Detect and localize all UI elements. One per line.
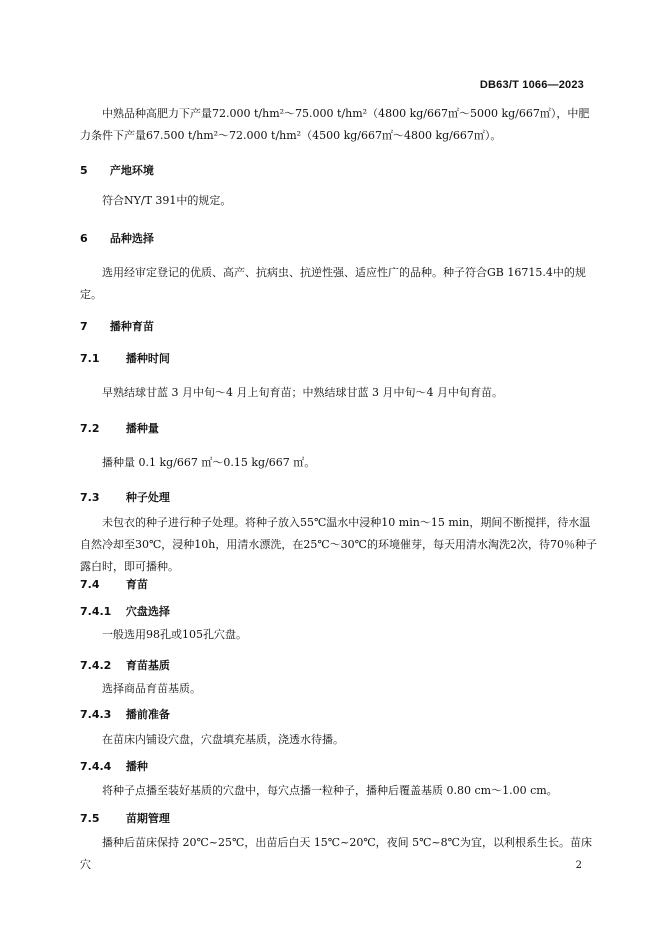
section-title: 播前准备 — [125, 708, 170, 721]
section-title: 苗期管理 — [125, 812, 170, 825]
section-title: 育苗基质 — [125, 659, 170, 672]
paragraph-tray: 一般选用98孔或105孔穴盘。 — [102, 628, 247, 641]
section-title: 播种时间 — [125, 352, 170, 365]
section-number: 7 — [80, 320, 88, 333]
doc-id-header: DB63/T 1066—2023 — [479, 79, 584, 91]
section-heading-7-2 — [80, 420, 159, 436]
section-number: 7.1 — [80, 352, 100, 365]
section-title: 播种育苗 — [109, 320, 154, 333]
paragraph-yield: 中熟品种高肥力下产量72.000 t/hm²～75.000 t/hm²（4800 kg/667㎡～5000 kg/667㎡），中肥力条件下产量67.500 t/hm²～72.000 t/hm²（4500 kg/667㎡～4800 kg/667㎡）。 — [80, 107, 590, 142]
paragraph-seedling-management: 播种后苗床保持 20℃~25℃，出苗后白天 15℃~20℃，夜间 5℃~8℃为宜，以利根系生长。苗床穴 — [80, 836, 592, 871]
paragraph-sowing-amount: 播种量 0.1 kg/667 ㎡～0.15 kg/667 ㎡。 — [102, 456, 316, 469]
section-number: 7.4.3 — [80, 708, 112, 721]
section-title: 品种选择 — [109, 232, 154, 245]
section-heading-7-4-2 — [80, 657, 170, 673]
section-heading-6 — [80, 230, 154, 246]
section-number: 7.4 — [80, 578, 100, 591]
section-number: 7.2 — [80, 422, 100, 435]
section-heading-7-5 — [80, 810, 170, 826]
section-heading-5 — [80, 162, 154, 178]
section-heading-7 — [80, 318, 154, 334]
section-heading-7-4-4 — [80, 758, 148, 774]
section-number: 7.4.1 — [80, 605, 112, 618]
section-number: 6 — [80, 232, 88, 245]
paragraph-sowing-time: 早熟结球甘蓝 3 月中旬～4 月上旬育苗；中熟结球甘蓝 3 月中旬～4 月中旬育苗。 — [102, 386, 503, 399]
section-title: 育苗 — [125, 578, 148, 591]
section-heading-7-4-3 — [80, 706, 170, 722]
section-number: 7.4.4 — [80, 760, 112, 773]
paragraph-substrate: 选择商品育苗基质。 — [102, 682, 201, 695]
section-number: 7.4.2 — [80, 659, 112, 672]
section-number: 7.5 — [80, 812, 100, 825]
section-title: 播种量 — [125, 422, 159, 435]
paragraph-preparation: 在苗床内铺设穴盘，穴盘填充基质，浇透水待播。 — [102, 733, 344, 746]
section-heading-7-4-1 — [80, 603, 170, 619]
section-number: 5 — [80, 164, 88, 177]
section-heading-7-1 — [80, 350, 170, 366]
paragraph-variety: 选用经审定登记的优质、高产、抗病虫、抗逆性强、适应性广的品种。种子符合GB 16715.4中的规定。 — [80, 266, 586, 301]
section-title: 种子处理 — [125, 491, 170, 504]
section-title: 播种 — [125, 760, 148, 773]
section-heading-7-3 — [80, 489, 170, 505]
paragraph-seed-treatment: 未包衣的种子进行种子处理。将种子放入55℃温水中浸种10 min～15 min，期间不断搅拌，待水温自然冷却至30℃，浸种10h，用清水漂洗，在25℃～30℃的环境催芽，每天用清水淘洗2次，待70％种子露白时，即可播种。 — [80, 516, 597, 573]
section-heading-7-4 — [80, 576, 148, 592]
paragraph-sowing: 将种子点播至装好基质的穴盘中，每穴点播一粒种子，播种后覆盖基质 0.80 cm～1.00 cm。 — [102, 784, 558, 797]
paragraph-environment: 符合NY/T 391中的规定。 — [102, 194, 232, 207]
page-number: 2 — [575, 860, 582, 871]
section-title: 穴盘选择 — [125, 605, 170, 618]
section-number: 7.3 — [80, 491, 100, 504]
section-title: 产地环境 — [109, 164, 154, 177]
